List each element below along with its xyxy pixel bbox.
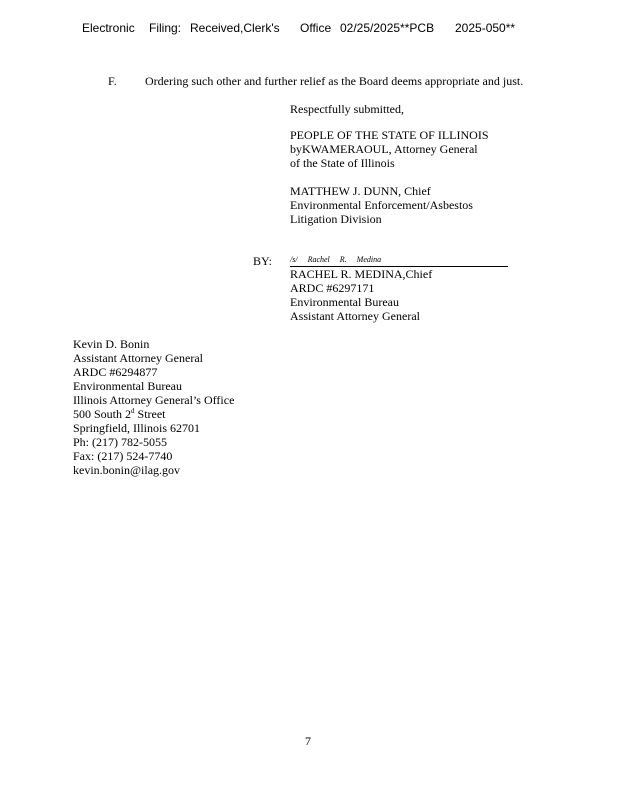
signature-part-3: R. [339,255,347,264]
street-ordinal: d [131,407,135,415]
contact-block [73,337,234,477]
header-date-pcb: 02/25/2025**PCB [340,21,435,35]
people-line-2: byKWAMERAOUL, Attorney General [290,142,478,156]
contact-title: Assistant Attorney General [73,351,203,365]
header-filing: Filing: [149,21,182,35]
people-block [290,128,489,170]
chief-block [290,184,473,226]
electronic-signature [290,255,391,265]
respectfully-submitted: Respectfully submitted, [290,102,404,116]
page-number: 7 [305,734,311,748]
signer-title: Assistant Attorney General [290,309,420,323]
contact-name: Kevin D. Bonin [73,337,150,351]
contact-email[interactable]: kevin.bonin@ilag.gov [73,463,181,477]
signature-part-1: /s/ [290,255,298,264]
header-office: Office [300,21,332,35]
header-received: Received,Clerk's [190,21,280,35]
relief-letter: F. [108,74,117,88]
by-label: BY: [253,254,272,268]
relief-text: Ordering such other and further relief as the Board deems appropriate and just. [145,74,524,88]
people-line-3: of the State of Illinois [290,156,395,170]
chief-line-2: Environmental Enforcement/Asbestos [290,198,473,212]
signer-bureau: Environmental Bureau [290,295,399,309]
contact-office: Illinois Attorney General’s Office [73,393,235,407]
header-electronic: Electronic [82,21,135,35]
chief-line-1: MATTHEW J. DUNN, Chief [290,184,431,198]
contact-fax: Fax: (217) 524-7740 [73,449,173,463]
signature-part-4: Medina [356,255,382,264]
signer-block [290,267,432,323]
chief-line-3: Litigation Division [290,212,382,226]
contact-bureau: Environmental Bureau [73,379,182,393]
contact-city: Springfield, Illinois 62701 [73,421,200,435]
signer-ardc: ARDC #6297171 [290,281,375,295]
street-name: Street [134,407,166,421]
contact-street [73,407,234,421]
signer-name: RACHEL R. MEDINA,Chief [290,267,433,281]
people-line-1: PEOPLE OF THE STATE OF ILLINOIS [290,128,489,142]
contact-phone: Ph: (217) 782-5055 [73,435,167,449]
street-number: 500 South 2 [73,407,132,421]
contact-ardc: ARDC #6294877 [73,365,158,379]
signature-part-2: Rachel [307,255,330,264]
header-case-number: 2025-050** [455,21,516,35]
